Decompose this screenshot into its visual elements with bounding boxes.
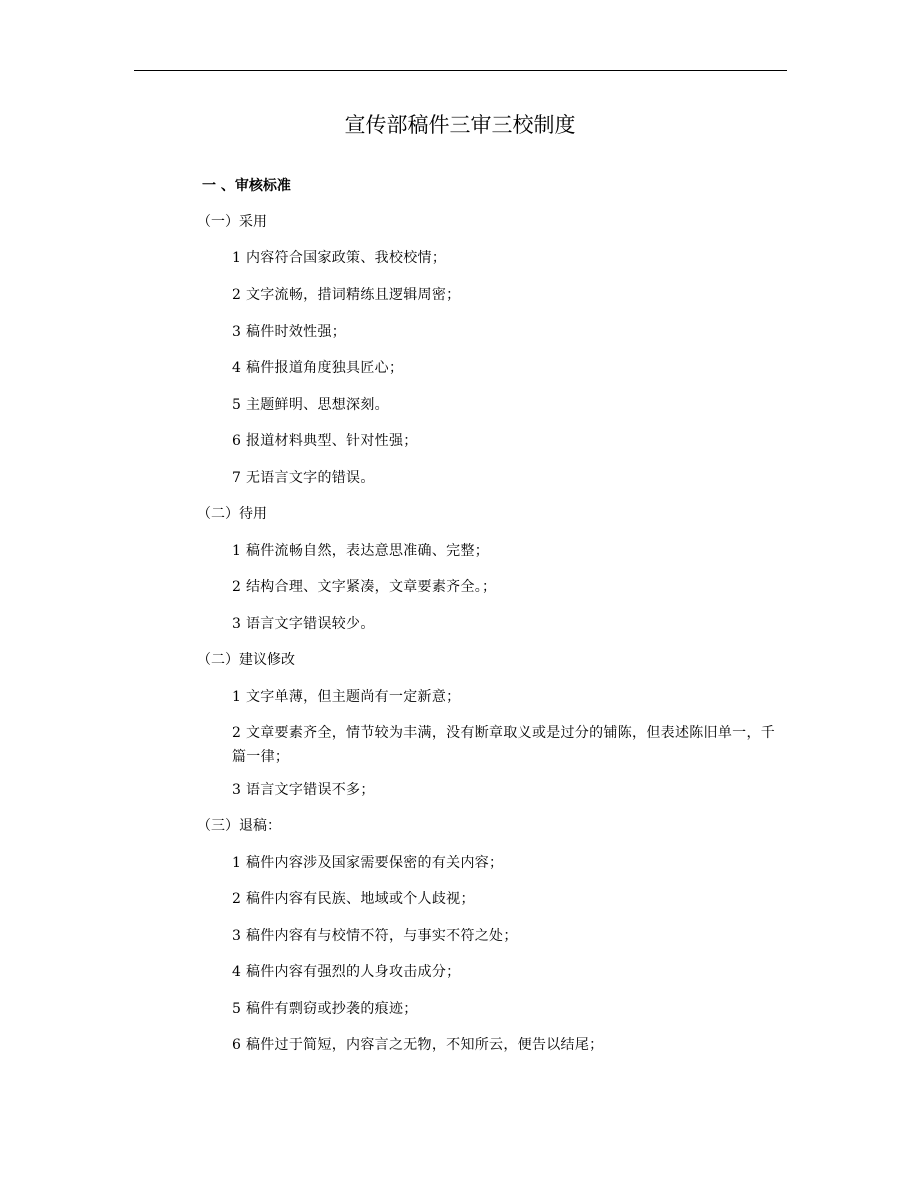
list-item: 3 稿件内容有与校情不符，与事实不符之处； (232, 928, 518, 944)
header-rule (134, 70, 787, 71)
list-item: 5 稿件有剽窃或抄袭的痕迹； (232, 1001, 418, 1017)
list-item: 4 稿件内容有强烈的人身攻击成分； (232, 964, 461, 980)
group-heading-adopt: （一）采用 (197, 214, 267, 230)
group-heading-pending: （二）待用 (197, 506, 267, 522)
document-title: 宣传部稿件三审三校制度 (344, 113, 576, 137)
list-item: 1 文字单薄，但主题尚有一定新意； (232, 689, 461, 705)
list-item: 7 无语言文字的错误。 (232, 470, 375, 486)
group-heading-reject: （三）退稿： (197, 818, 281, 834)
list-item: 2 结构合理、文字紧凑，文章要素齐全。； (232, 579, 497, 595)
list-item: 1 稿件流畅自然，表达意思准确、完整； (232, 543, 490, 559)
list-item: 6 报道材料典型、针对性强； (232, 433, 418, 449)
list-item: 3 语言文字错误不多； (232, 782, 375, 798)
list-item: 5 主题鲜明、思想深刻。 (232, 397, 389, 413)
list-item: 1 内容符合国家政策、我校校情； (232, 250, 447, 266)
list-item: 2 稿件内容有民族、地域或个人歧视； (232, 891, 475, 907)
group-heading-suggest-revise: （二）建议修改 (197, 652, 295, 668)
list-item: 3 语言文字错误较少。 (232, 616, 375, 632)
list-item: 3 稿件时效性强； (232, 324, 347, 340)
list-item: 1 稿件内容涉及国家需要保密的有关内容； (232, 855, 504, 871)
list-item: 2 文字流畅，措词精练且逻辑周密； (232, 287, 461, 303)
list-item: 4 稿件报道角度独具匠心； (232, 360, 404, 376)
list-item: 6 稿件过于简短，内容言之无物，不知所云，便告以结尾； (232, 1037, 604, 1053)
list-item: 2 文章要素齐全，情节较为丰满，没有断章取义或是过分的铺陈，但表述陈旧单一，千篇一律； (232, 725, 776, 765)
section-heading-review-standards: 一 、审核标准 (202, 178, 291, 194)
